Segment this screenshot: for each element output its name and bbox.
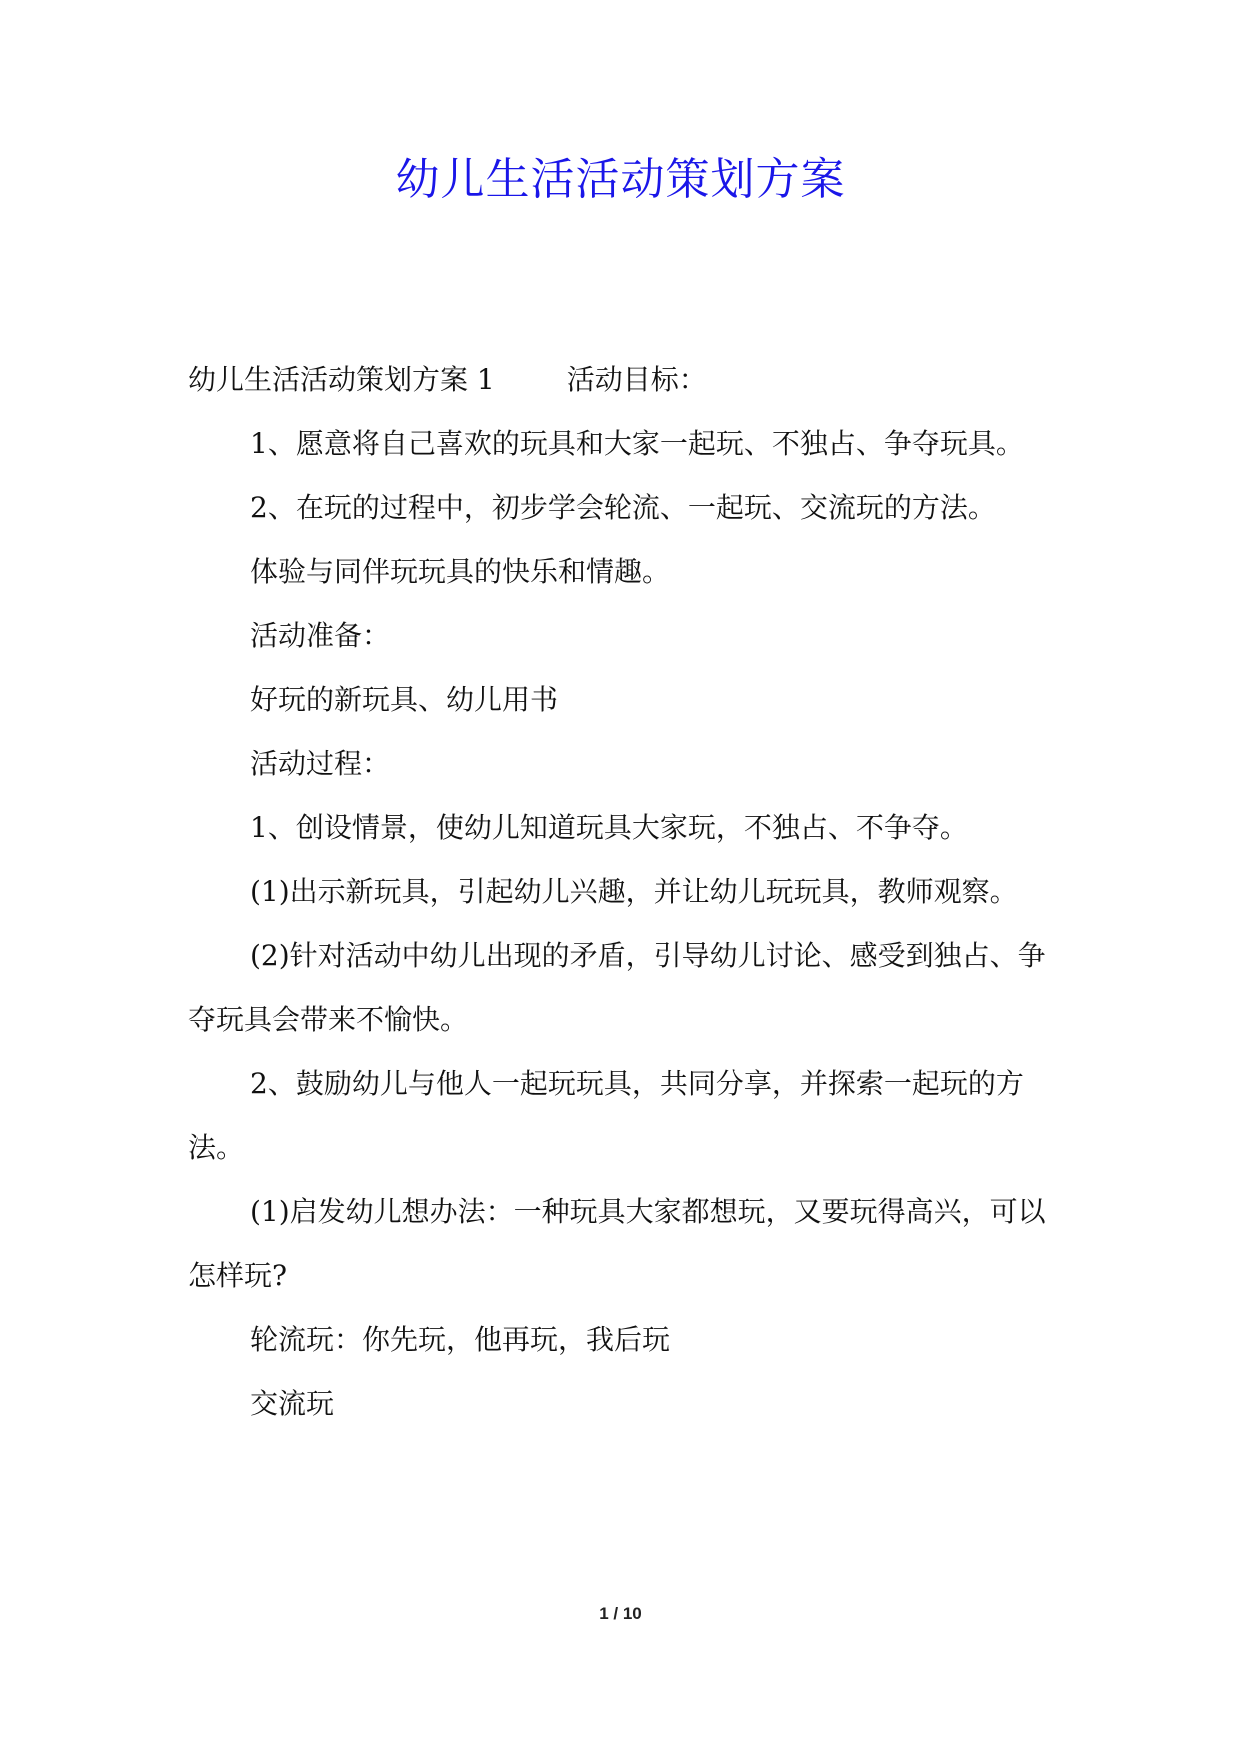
plan-heading: 幼儿生活活动策划方案 1 (188, 363, 495, 396)
preparation-label: 活动准备： (250, 619, 391, 652)
process-step-1: 1、创设情景，使幼儿知道玩具大家玩，不独占、不争夺。 (250, 811, 968, 844)
process-step-2: 2、鼓励幼儿与他人一起玩玩具，共同分享，并探索一起玩的方法。 (188, 1067, 1024, 1164)
paragraph-goal-2: 2、在玩的过程中，初步学会轮流、一起玩、交流玩的方法。 (250, 491, 996, 524)
process-label: 活动过程： (250, 747, 391, 780)
turn-taking-play: 轮流玩：你先玩，他再玩，我后玩 (250, 1323, 671, 1356)
process-step-2-sub-1: (1)启发幼儿想办法：一种玩具大家都想玩，又要玩得高兴，可以怎样玩? (188, 1195, 1046, 1292)
exchange-play: 交流玩 (250, 1387, 335, 1420)
process-step-1-sub-2: (2)针对活动中幼儿出现的矛盾，引导幼儿讨论、感受到独占、争夺玩具会带来不愉快。 (188, 939, 1046, 1036)
process-step-1-sub-1: (1)出示新玩具，引起幼儿兴趣，并让幼儿玩玩具，教师观察。 (250, 875, 1018, 908)
document-title: 幼儿生活活动策划方案 (395, 154, 846, 205)
preparation-items: 好玩的新玩具、幼儿用书 (250, 683, 559, 716)
paragraph-goal-1: 1、愿意将自己喜欢的玩具和大家一起玩、不独占、争夺玩具。 (250, 427, 1024, 460)
paragraph-goal-3: 体验与同伴玩玩具的快乐和情趣。 (250, 555, 671, 588)
page-number: 1 / 10 (599, 1604, 642, 1623)
goal-label: 活动目标： (566, 363, 707, 396)
document-body (188, 348, 1060, 1436)
intro-line (188, 348, 1060, 412)
